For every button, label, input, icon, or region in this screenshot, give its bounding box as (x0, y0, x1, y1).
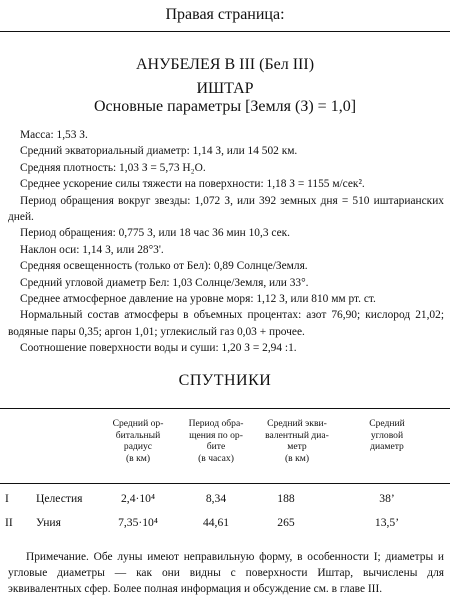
parameter-item: Среднее ускорение силы тяжести на поверхности: 1,18 З = 1155 м/сек². (20, 178, 365, 191)
parameters-list (8, 127, 444, 357)
planet-heading: АНУБЕЛЕЯ В III (Бел III) (135, 56, 315, 73)
parameter-item: Средний угловой диаметр Бел: 1,03 Солнце/Земля, или 33°. (20, 276, 309, 289)
parameter-item: Среднее атмосферное давление на уровне моря: 1,12 З, или 810 мм рт. ст. (20, 293, 376, 306)
parameter-item: Нормальный состав атмосферы в объемных процентах: азот 76,90; кислород 21,02; водяные пары 0,35; аргон 1,01; углекислый газ 0,03 + прочее. (8, 309, 444, 338)
table-cell-diameter: 188 (277, 492, 295, 505)
column-header-angular: Средний угловой диаметр (369, 418, 405, 453)
table-cell-num: II (5, 516, 13, 529)
parameter-item: Средняя освещенность (только от Бел): 0,89 Солнце/Земля. (20, 260, 308, 273)
table-top-rule (0, 408, 450, 409)
table-cell-angular: 13,5’ (374, 516, 400, 529)
parameter-item: Период обращения: 0,775 З, или 18 час 36 мин 10,3 сек. (20, 227, 291, 240)
footnote (8, 549, 444, 597)
table-cell-period: 8,34 (205, 492, 227, 505)
table-cell-radius: 7,35·10⁴ (118, 516, 158, 529)
table-cell-name: Уния (36, 516, 61, 529)
column-header-radius: Средний ор- битальный радиус (в км) (112, 418, 164, 464)
table-cell-diameter: 265 (277, 516, 295, 529)
table-cell-num: I (5, 492, 9, 505)
parameters-subtitle: Основные параметры [Земля (З) = 1,0] (93, 98, 357, 115)
name-heading: ИШТАР (196, 80, 254, 97)
parameter-item: Средний экваториальный диаметр: 1,14 З, или 14 502 км. (20, 145, 298, 158)
satellites-heading: СПУТНИКИ (178, 372, 272, 389)
page-title: Правая страница: (165, 6, 285, 23)
table-header-rule (0, 483, 450, 484)
table-cell-period: 44,61 (202, 516, 230, 529)
footnote-text: Примечание. Обе луны имеют неправильную форму, в особенности I; диаметры и угловые диаметры — как они видны с поверхности Иштар, вычислены для эквивалентных сфер. Более полная информация и обсуждение см. в главе III. (8, 551, 444, 595)
table-cell-name: Целестия (36, 492, 83, 505)
table-cell-angular: 38’ (379, 492, 395, 505)
parameter-item: Наклон оси: 1,14 З, или 28°3'. (20, 243, 164, 256)
column-header-diameter: Средний экви- валентный диа- метр (в км) (265, 418, 329, 464)
column-header-period: Период обра- щения по ор- бите (в часах) (188, 418, 244, 464)
parameter-item: Период обращения вокруг звезды: 1,072 З, или 392 земных дня = 510 иштарианских дней. (8, 194, 444, 224)
table-cell-radius: 2,4·10⁴ (121, 492, 155, 505)
parameter-item: Средняя плотность: 1,03 З = 5,73 H₂O. (20, 161, 206, 174)
parameter-item: Масса: 1,53 З. (20, 129, 88, 141)
title-rule (0, 31, 450, 32)
parameter-item: Соотношение поверхности воды и суши: 1,20 З = 2,94 :1. (20, 342, 297, 355)
